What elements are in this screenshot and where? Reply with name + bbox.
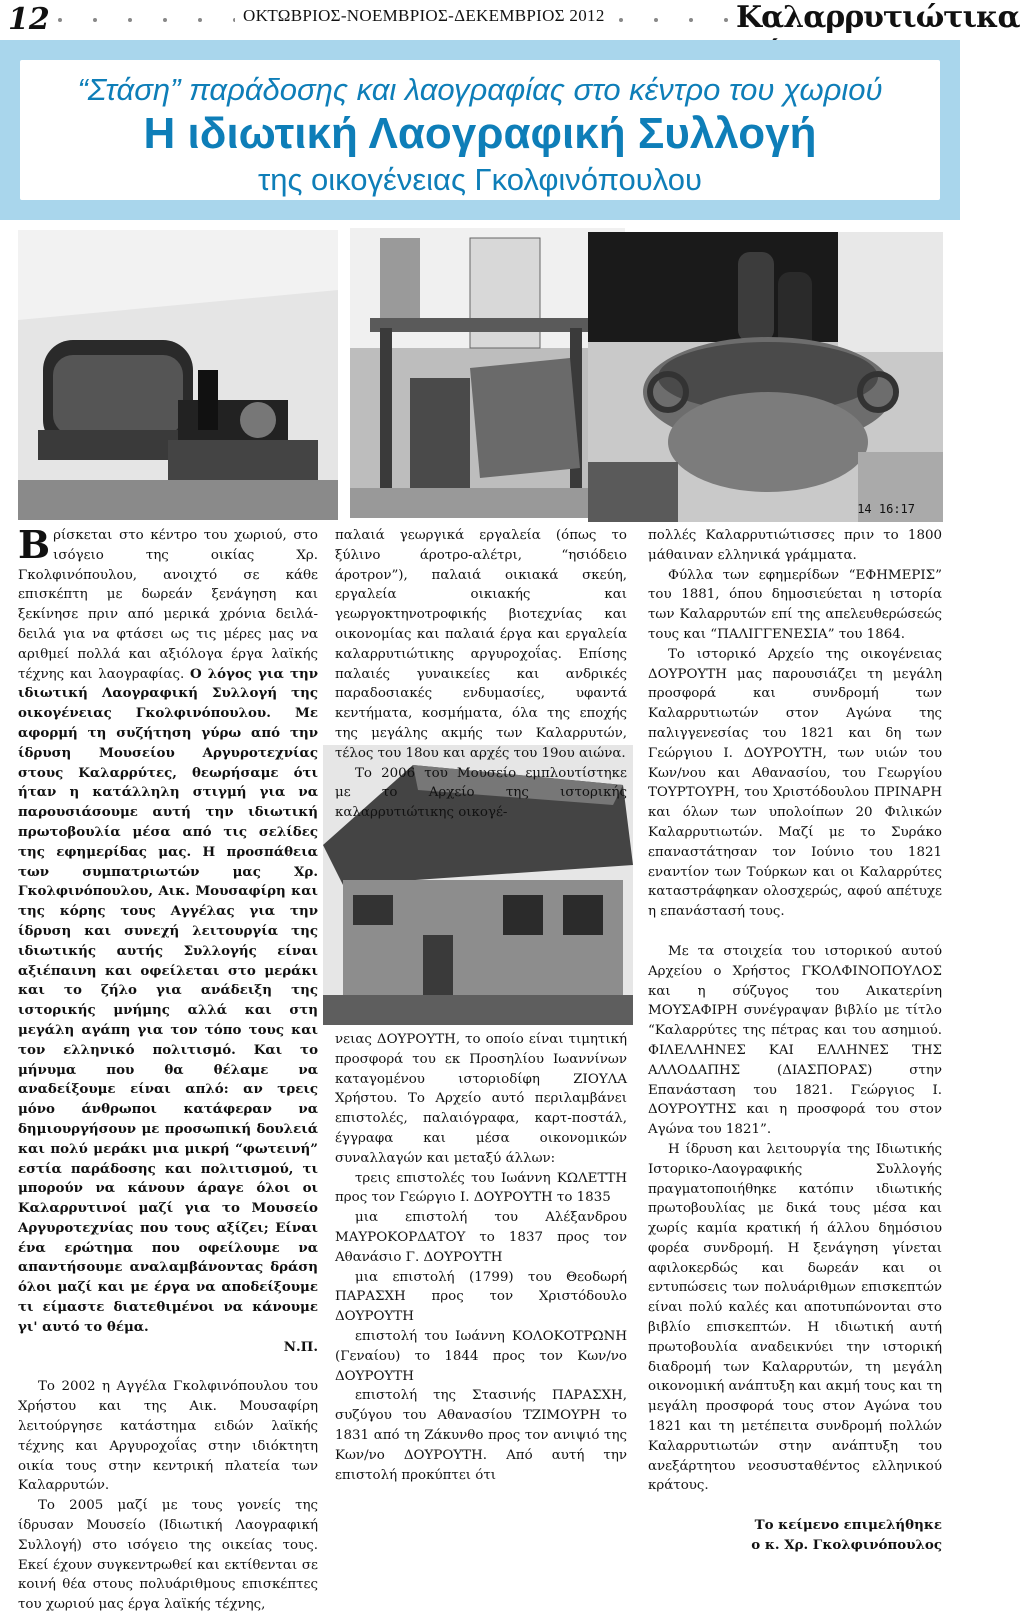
list-item: μια επιστολή (1799) του Θεοδωρή ΠΑΡΑΣΧΗ προς τον Χριστόδουλο ΔΟΥΡΟΥΤΗ bbox=[335, 1269, 627, 1325]
paragraph-newspapers: Φύλλα των εφημερίδων “ΕΦΗΜΕΡΙΣ” του 1881, όπου δημοσιεύεται η ιστορία των Καλαρρυτών επί της απελευθερώσεώς τους και “ΠΑΛΙΓΓΕΝΕΣΙΑ” του 1864. bbox=[648, 567, 942, 642]
drop-cap: Β bbox=[18, 522, 51, 567]
article-column-1 bbox=[18, 522, 318, 1615]
paragraph-2006: Το 2006 του Μουσείο εμπλουτίστηκε με το Αρχείο της ιστορικής καλαρρυτιώτικης οικογέ- bbox=[335, 765, 627, 821]
paragraph-2005: Το 2005 μαζί με τους γονείς της ίδρυσαν Μουσείο (Ιδιωτική Λαογραφική Συλλογή) στο ισόγειο της οικείας τους. Εκεί έχουν συγκεντρωθεί και εκτίθενται σε κοινή θέα στους πολυάριθμους επισκέπτες του χωριού μας έργα λαϊκής τέχνης, bbox=[18, 1498, 318, 1613]
issue-dateline: ΟΚΤΩΒΡΙΟΣ-ΝΟΕΜΒΡΙΟΣ-ΔΕΚΕΜΒΡΙΟΣ 2012 bbox=[235, 6, 613, 26]
article-column-2-bottom bbox=[335, 1030, 627, 1485]
photo-loom bbox=[350, 228, 625, 518]
list-item: επιστολή του Ιωάννη ΚΟΛΟΚΟΤΡΩΝΗ (Γεναίου) το 1844 προς τον Κων/νο ΔΟΥΡΟΥΤΗ bbox=[335, 1328, 627, 1384]
paragraph-2002: Το 2002 η Αγγέλα Γκολφινόπουλου του Χρήστου και της Αικ. Μουσαφίρη λειτούργησε κατάστημα ειδών λαϊκής τέχνης και Αργυροχοΐας στην ιδιόκτητη οικία τους στην κεντρική πλατεία των Καλαρρυτών. bbox=[18, 1379, 318, 1494]
photo-sewing-machines bbox=[18, 230, 338, 520]
paragraph-collection: παλαιά γεωργικά εργαλεία (όπως το ξύλινο άροτρο-αλέτρι, “ησιόδειο άροτρον”), παλαιά οικιακά σκεύη, εργαλεία οικιακής και γεωργοκτηνοτροφικής βιοτεχνίας και οικονομίας και παλαιά έργα και εργαλεία καλαρρυτιώτικης αργυροχοΐας. Επίσης παλαιές γυναικείες και ανδρικές παραδοσιακές ενδυμασίες, υφαντά κεντήματα, κοσμήματα, όλα της εποχής της μεγάλης ακμής των Καλαρρυτών, τέλος του 18ου και αρχές του 19ου αιώνα. bbox=[335, 528, 627, 761]
list-item: επιστολή της Στασινής ΠΑΡΑΣΧΗ, συζύγου του Αθανασίου ΤΖΙΜΟΥΡΗ το 1831 από τη Ζάκυνθο προς τον ανιψιό της Κων/νο ΔΟΥΡΟΥΤΗ. Από αυτή την επιστολή προκύπτει ότι bbox=[335, 1388, 627, 1483]
list-item: μια επιστολή του Αλέξανδρου ΜΑΥΡΟΚΟΡΔΑΤΟΥ το 1837 προς τον Αθανάσιο Γ. ΔΟΥΡΟΥΤΗ bbox=[335, 1210, 627, 1265]
editor-credit-line-1: Το κείμενο επιμελήθηκε bbox=[754, 1517, 942, 1534]
paragraph-greek-letters: πολλές Καλαρρυτιώτισσες πριν το 1800 μάθαιναν ελληνικά γράμματα. bbox=[648, 528, 942, 563]
page-number: 12 bbox=[8, 2, 50, 37]
newspaper-masthead: Καλαρρυτιώτικα bbox=[736, 0, 1020, 35]
editorial-text: Ο λόγος για την ιδιωτική Λαογραφική Συλλογή της οικογένειας Γκολφινόπουλου. Με αφορμή τη συζήτηση γύρω από την ίδρυση Μουσείου Αργυροτεχνίας στους Καλαρρύτες, θεωρήσαμε ότι ήταν η κατάλληλη στιγμή για να παρουσιάσουμε αυτή την ιδιωτική πρωτοβουλία μέσα από τις σελίδες της εφημερίδας μας. Η προσπάθεια των συμπατριωτών μας Χρ. Γκολφινόπουλου, Αικ. Μουσαφίρη και της κόρης τους Αγγέλας για την ίδρυση και συνεχή λειτουργία της ιδιωτικής αυτής Συλλογής είναι αξιέπαινη και οφείλεται στο μεράκι και το ζήλο για ανάδειξη της ιστορικής μνήμης αλλά και στη μεγάλη αγάπη για τον τόπο τους και τον ελληνικό πολιτισμό. Και το μήνυμα που θα θέλαμε να αναδείξουμε είναι απλό: αν τρεις μόνο άνθρωποι κατάφεραν να δημιουργήσουν με προσωπική δουλειά και πολύ μεράκι μια μικρή “φωτεινή” εστία παράδοσης και πολιτισμού, τι μπορούν να κάνουν άραγε όλοι οι Καλαρρυτινοί μαζί για το Μουσείο Αργυροτεχνίας που τους αξίζει; Είναι ένα ερώτημα που οφείλουμε να απαντήσουμε αναλαμβάνοντας δράση όλοι μαζί και με έργα να αποδείξουμε τι είμαστε διατεθιμένοι να κάνουμε γι' αυτό το θέμα. bbox=[18, 665, 318, 1335]
paragraph-archive: νειας ΔΟΥΡΟΥΤΗ, το οποίο είναι τιμητική προσφορά του εκ Προσηλίου Ιωαννίνων καταγομένου ιστοριοδίφη ΖΙΟΥΛΑ Χρήστου. Το Αρχείο αυτό περιλαμβάνει επιστολές, παλαιόγραφα, καρτ-ποστάλ, έγγραφα και μέσα οικονομικών συναλλαγών και μεταξύ άλλων: bbox=[335, 1032, 627, 1166]
photo-timestamp: 14 16:17 bbox=[857, 502, 915, 516]
paragraph-book: Με τα στοιχεία του ιστορικού αυτού Αρχείου ο Χρήστος ΓΚΟΛΦΙΝΟΠΟΥΛΟΣ και η σύζυγος του Αικατερίνη ΜΟΥΣΑΦΙΡΗ συνέγραψαν βιβλίο με τίτλο “Καλαρρύτες της πέτρας και του ασημιού. ΦΙΛΕΛΛΗΝΕΣ ΚΑΙ ΕΛΛΗΝΕΣ ΤΗΣ ΑΛΛΟΔΑΠΗΣ (ΔΙΑΣΠΟΡΑΣ) στην Επανάσταση του 1821. Γεώργιος Ι. ΔΟΥΡΟΥΤΗΣ και η προσφορά του στον Αγώνα του 1821”. bbox=[648, 943, 942, 1138]
article-column-2-top bbox=[335, 526, 627, 823]
headline-subtitle: της οικογένειας Γκολφινόπουλου bbox=[258, 162, 702, 197]
list-item: τρεις επιστολές του Ιωάννη ΚΩΛΕΤΤΗ προς τον Γεώργιο Ι. ΔΟΥΡΟΥΤΗ το 1835 bbox=[335, 1170, 627, 1206]
photo-copper-basin bbox=[588, 232, 943, 522]
editorial-signature: Ν.Π. bbox=[283, 1338, 318, 1355]
paragraph-founding: Η ίδρυση και λειτουργία της Ιδιωτικής Ιστορικο-Λαογραφικής Συλλογής πραγματοποιήθηκε κατόπιν ιδιωτικής πρωτοβουλίας με δικά τους μέσα και χωρίς καμία κρατική ή άλλου δημόσιου φορέα συνδρομή. Η ξενάγηση γίνεται αφιλοκερδώς και δωρεάν και οι εντυπώσεις των πολυάριθμων επισκεπτών είναι πολύ καλές και αποτυπώνονται στο βιβλίο επισκεπτών. Η ιδιωτική αυτή πρωτοβουλία αναδεικνύει την ιστορική διαδρομή των Καλαρρυτών, τη μεγάλη οικονομική ανάπτυξη και ακμή τους και τη μεγάλη προσφορά τους στον Αγώνα του 1821 και τη μετέπειτα συνδρομή πολλών Καλαρρυτιωτών στην ανάπτυξη του ανεξάρτητου νεοσυσταθέντος ελληνικού κράτους. bbox=[648, 1141, 942, 1494]
page-header bbox=[0, 0, 1020, 40]
paragraph-douroutis-archive: Το ιστορικό Αρχείο της οικογένειας ΔΟΥΡΟΥΤΗ μας παρουσιάζει τη μεγάλη προσφορά και συνδρομή των Καλαρρυτιωτών στον Αγώνα της παλιγγενεσίας του 1821 και δη των Γεώργιου Ι. ΔΟΥΡΟΥΤΗ, των υιών του Κων/νου και Αθανασίου, του Γεωργίου ΤΟΥΡΤΟΥΡΗ, του Χριστόδουλου ΠΡΙΝΑΡΗ και όλων των υπολοίπων 20 Φιλικών Καλαρρυτιωτών. Μαζί με το Συράκο επαναστάτησαν τον Ιούνιο του 1821 εναντίον των Τούρκων και οι Καλαρρύτες καταστράφηκαν ολοσχερώς, αφού απέτυχε η επανάστασή τους. bbox=[648, 646, 942, 920]
headline-title: Η ιδιωτική Λαογραφική Συλλογή bbox=[143, 109, 817, 158]
editor-credit-line-2: ο κ. Χρ. Γκολφινόπουλος bbox=[751, 1537, 942, 1554]
intro-text: ρίσκεται στο κέντρο του χωριού, στο ισόγειο της οικίας Χρ. Γκολφινόπουλου, ανοιχτό σε κάθε επισκέπτη με δωρεάν ξενάγηση και ξεκίνησε πριν από μερικά χρόνια δειλά-δειλά για να φτάσει ως τις μέρες μας να αριθμεί πολλά και αξιόλογα έργα λαϊκής τέχνης και λαογραφίας. bbox=[18, 528, 318, 682]
article-column-3 bbox=[648, 526, 942, 1556]
headline-kicker: “Στάση” παράδοσης και λαογραφίας στο κέντρο του χωριού bbox=[77, 72, 883, 107]
